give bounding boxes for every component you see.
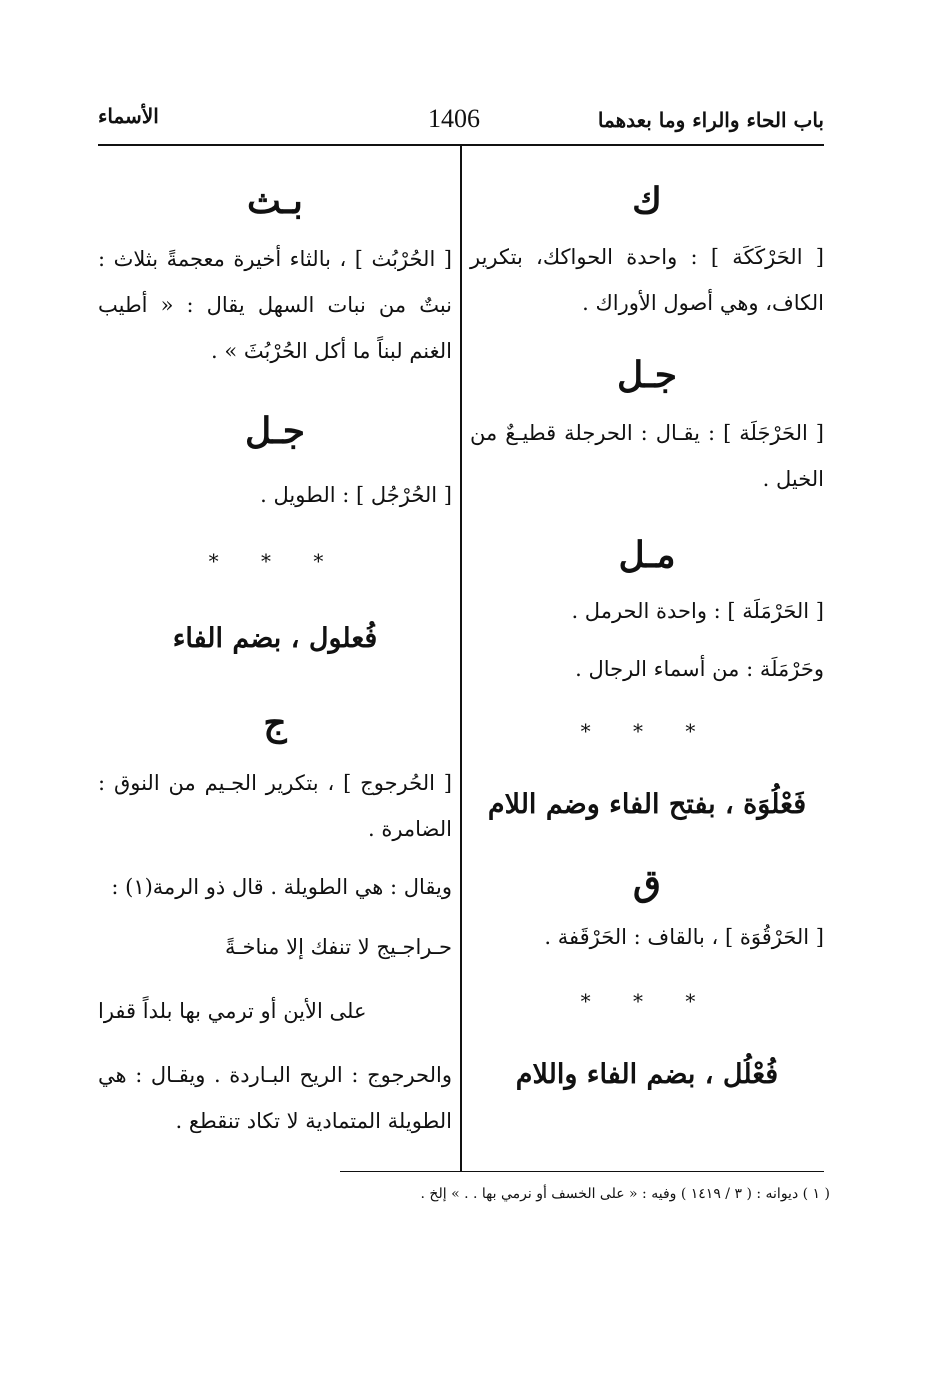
entry-text: والحرجوج : الريح البـاردة . ويقـال : هي الطويلة المتمادية لا تكاد تنقطع . — [98, 1063, 452, 1133]
entry-heading: ج — [263, 702, 287, 744]
entry-heading: ك — [632, 180, 662, 222]
running-header — [98, 98, 824, 142]
entry-heading: جـل — [244, 410, 306, 452]
section-title: فَعْلُوَة ، بفتح الفاء وضم اللام — [487, 789, 807, 820]
entry-text: [ الحَرْجَلَة ] : يقـال : الحرجلة قطيـعٌ من الخيل . — [470, 421, 824, 491]
section-title: الأسماء — [98, 104, 159, 128]
entry-text: [ الحُرْجُل ] : الطويل . — [260, 483, 452, 507]
verse-line: حـراجـيج لا تنفك إلا مناخـةً — [225, 935, 452, 959]
entry-text: [ الحُرْبُث ] ، بالثاء أخيرة معجمةً بثلاث : نبتٌ من نبات السهل يقال : « أطيب الغنم لبناً ما أكل الحُرْبُثَ » . — [98, 247, 452, 363]
section-separator: * * * — [208, 549, 342, 573]
section-title: فُعلول ، بضم الفاء — [172, 623, 378, 654]
section-separator: * * * — [580, 719, 714, 743]
entry-text: ويقال : هي الطويلة . قال ذو الرمة(١) : — [111, 875, 452, 899]
footnote: ( ١ ) ديوانه : ( ٣ / ١٤١٩ ) وفيه : « على الخسف أو نرمي بها . . » إلخ . — [420, 1186, 830, 1202]
section-title: فُعْلُل ، بضم الفاء واللام — [515, 1059, 779, 1090]
entry-text: [ الحُرجوج ] ، بتكرير الجـيم من النوق : الضامرة . — [98, 771, 452, 841]
column-divider — [460, 146, 462, 1172]
chapter-title: باب الحاء والراء وما بعدهما — [597, 108, 824, 132]
entry-heading: بـث — [247, 180, 303, 222]
page-number: 1406 — [428, 104, 480, 133]
entry-text: وحَرْمَلَة : من أسماء الرجال . — [575, 657, 824, 681]
entry-text: [ الحَرْقُوَة ] ، بالقاف : الحَرْقَفة . — [544, 925, 824, 949]
entry-text: [ الحَرْكَكَة ] : واحدة الحواكك، بتكرير الكاف، وهي أصول الأوراك . — [470, 245, 824, 315]
entry-text: [ الحَرْمَلَة ] : واحدة الحرمل . — [571, 599, 824, 623]
entry-heading: جـل — [616, 354, 678, 396]
footnote-rule — [340, 1171, 824, 1172]
section-separator: * * * — [580, 989, 714, 1013]
verse-line: على الأين أو ترمي بها بلداً قفرا — [98, 999, 367, 1023]
entry-heading: ق — [633, 862, 661, 904]
entry-heading: مـل — [618, 534, 676, 576]
